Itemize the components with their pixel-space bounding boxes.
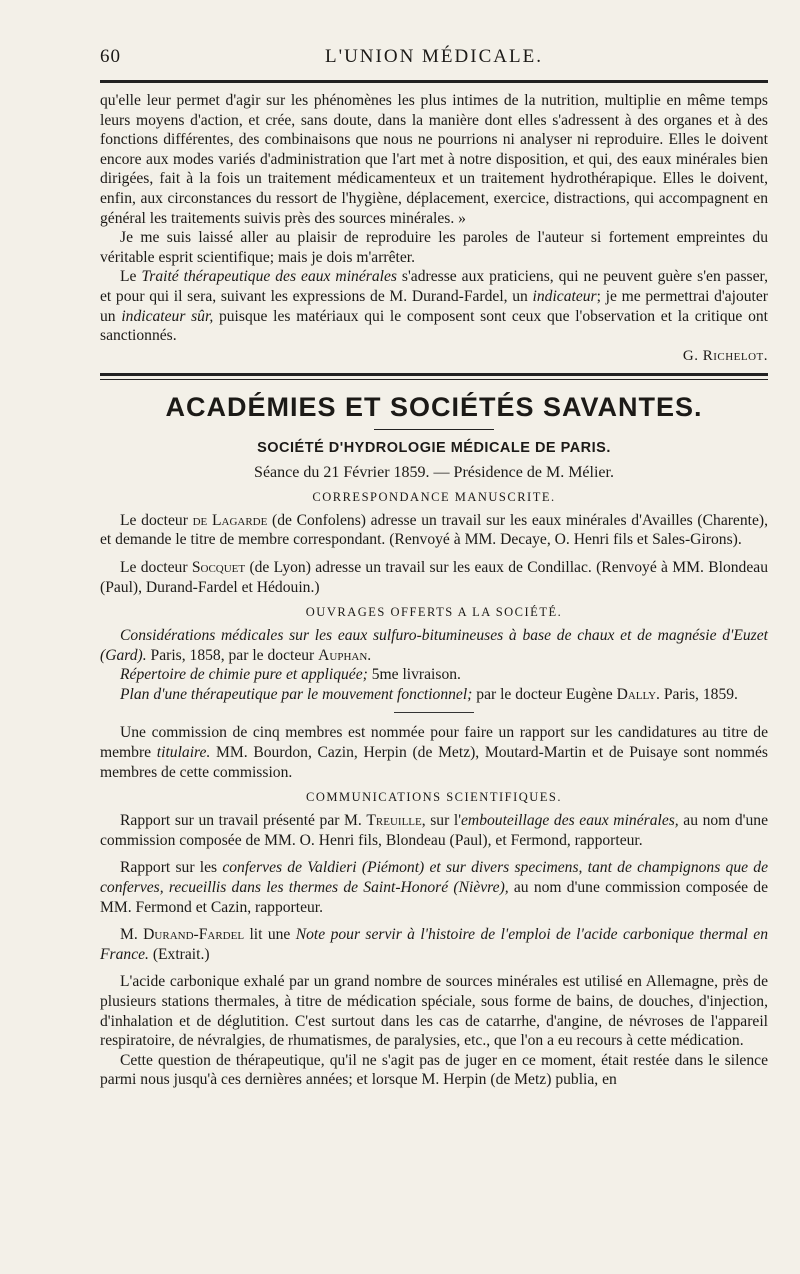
ouvrages-heading: OUVRAGES OFFERTS A LA SOCIÉTÉ. bbox=[305, 605, 563, 620]
header-rule bbox=[100, 80, 768, 83]
communications-heading: COMMUNICATIONS SCIENTIFIQUES. bbox=[305, 790, 562, 805]
journal-title: L'UNION MÉDICALE. bbox=[325, 46, 543, 67]
commission-paragraph: Une commission de cinq membres est nommée pour faire un rapport sur les candidatures au titre de membre titulaire. MM. Bourdon, Cazin, Herpin (de Metz), Moutard-Martin et de Puisaye sont nommés membres de cette commission. bbox=[100, 724, 768, 781]
communication-item-3: M. Durand-Fardel lit une Note pour servir à l'histoire de l'emploi de l'acide carbonique thermal en France. (Extrait.) bbox=[100, 926, 768, 963]
communication-paragraph-4: L'acide carbonique exhalé par un grand nombre de sources minérales est utilisé en Allemagne, près de plusieurs stations thermales, à titre de médication spéciale, sous forme de bains, de douches, d'injection, d'inhalation et de déglutition. C'est surtout dans les cas de catarrhe, d'angine, de névroses de l'appareil respiratoire, de névralgies, de rhumatismes, de paralysies, etc., que l'on a eu recours à cette médication. bbox=[100, 973, 768, 1050]
intro-paragraph-3: Le Traité thérapeutique des eaux minérales s'adresse aux praticiens, qui ne peuvent guère s'en passer, et pour qui il sera, suivant les expressions de M. Durand-Fardel, un indicateur; je me permettrai d'ajouter un indicateur sûr, puisque les matériaux qui le composent sont ceux que l'observation et la critique ont sanctionnés. bbox=[100, 268, 768, 345]
correspondance-item-2: Le docteur Socquet (de Lyon) adresse un travail sur les eaux de Condillac. (Renvoyé à MM. Blondeau (Paul), Durand-Fardel et Hédouin.) bbox=[100, 558, 768, 596]
page-number: 60 bbox=[100, 46, 121, 67]
communication-item-1: Rapport sur un travail présenté par M. Treuille, sur l'embouteillage des eaux minérales, au nom d'une commission composée de MM. O. Henri fils, Blondeau (Paul), et Fermond, rapporteur. bbox=[100, 812, 769, 849]
author-signature: G. Richelot. bbox=[682, 347, 768, 364]
correspondance-item-1: Le docteur de Lagarde (de Confolens) adresse un travail sur les eaux minérales d'Availles (Charente), et demande le titre de membre correspondant. (Renvoyé à MM. Decaye, O. Henri fils et Sales-Girons). bbox=[100, 511, 768, 549]
intro-paragraph-2: Je me suis laissé aller au plaisir de reproduire les paroles de l'auteur si fortement empreintes du véritable esprit scientifique; mais je dois m'arrêter. bbox=[100, 229, 768, 266]
ouvrage-item-2: Répertoire de chimie pure et appliquée; 5me livraison. bbox=[120, 666, 461, 684]
ouvrage-item-1: Considérations médicales sur les eaux sulfuro-bitumineuses à base de chaux et de magnésie d'Euzet (Gard). Paris, 1858, par le docteur Auphan. bbox=[100, 627, 768, 664]
section-title: ACADÉMIES ET SOCIÉTÉS SAVANTES. bbox=[165, 391, 703, 422]
communication-paragraph-5: Cette question de thérapeutique, qu'il ne s'agit pas de juger en ce moment, était restée dans le silence parmi nous jusqu'à ces dernières années; et lorsque M. Herpin (de Metz) publia, en bbox=[100, 1051, 768, 1089]
ouvrage-item-3: Plan d'une thérapeutique par le mouvement fonctionnel; par le docteur Eugène Dally. Paris, 1859. bbox=[120, 685, 738, 703]
correspondance-heading: CORRESPONDANCE MANUSCRITE. bbox=[312, 489, 556, 504]
title-rule bbox=[374, 429, 494, 430]
separator-rule bbox=[394, 712, 474, 713]
section-divider bbox=[100, 373, 768, 380]
running-header bbox=[100, 40, 768, 76]
society-name: SOCIÉTÉ D'HYDROLOGIE MÉDICALE DE PARIS. bbox=[257, 439, 611, 456]
session-line: Séance du 21 Février 1859. — Présidence de M. Mélier. bbox=[254, 463, 614, 481]
intro-paragraph-1: qu'elle leur permet d'agir sur les phénomènes les plus intimes de la nutrition, multiplie en même temps leurs moyens d'action, et crée, sans doute, dans la manière dont elles s'adressent à des organes et à des fonctions différentes, des combinaisons que nous ne pourrions ni analyser ni reproduire. Elles le doivent encore aux modes variés d'administration que l'art met à notre disposition, et qui, des eaux minérales bien dirigées, fait à la fois un traitement médicamenteux et un traitement hydrothérapique. Elles le doivent, enfin, aux circonstances du ressort de l'hygiène, déplacement, exercice, distractions, qui accompagnent en général les traitements suivis près des sources minérales. » bbox=[100, 92, 768, 227]
communication-item-2: Rapport sur les conferves de Valdieri (Piémont) et sur divers specimens, tant de champignons que de conferves, recueillis dans les thermes de Saint-Honoré (Nièvre), au nom d'une commission composée de MM. Fermond et Cazin, rapporteur. bbox=[100, 859, 768, 916]
